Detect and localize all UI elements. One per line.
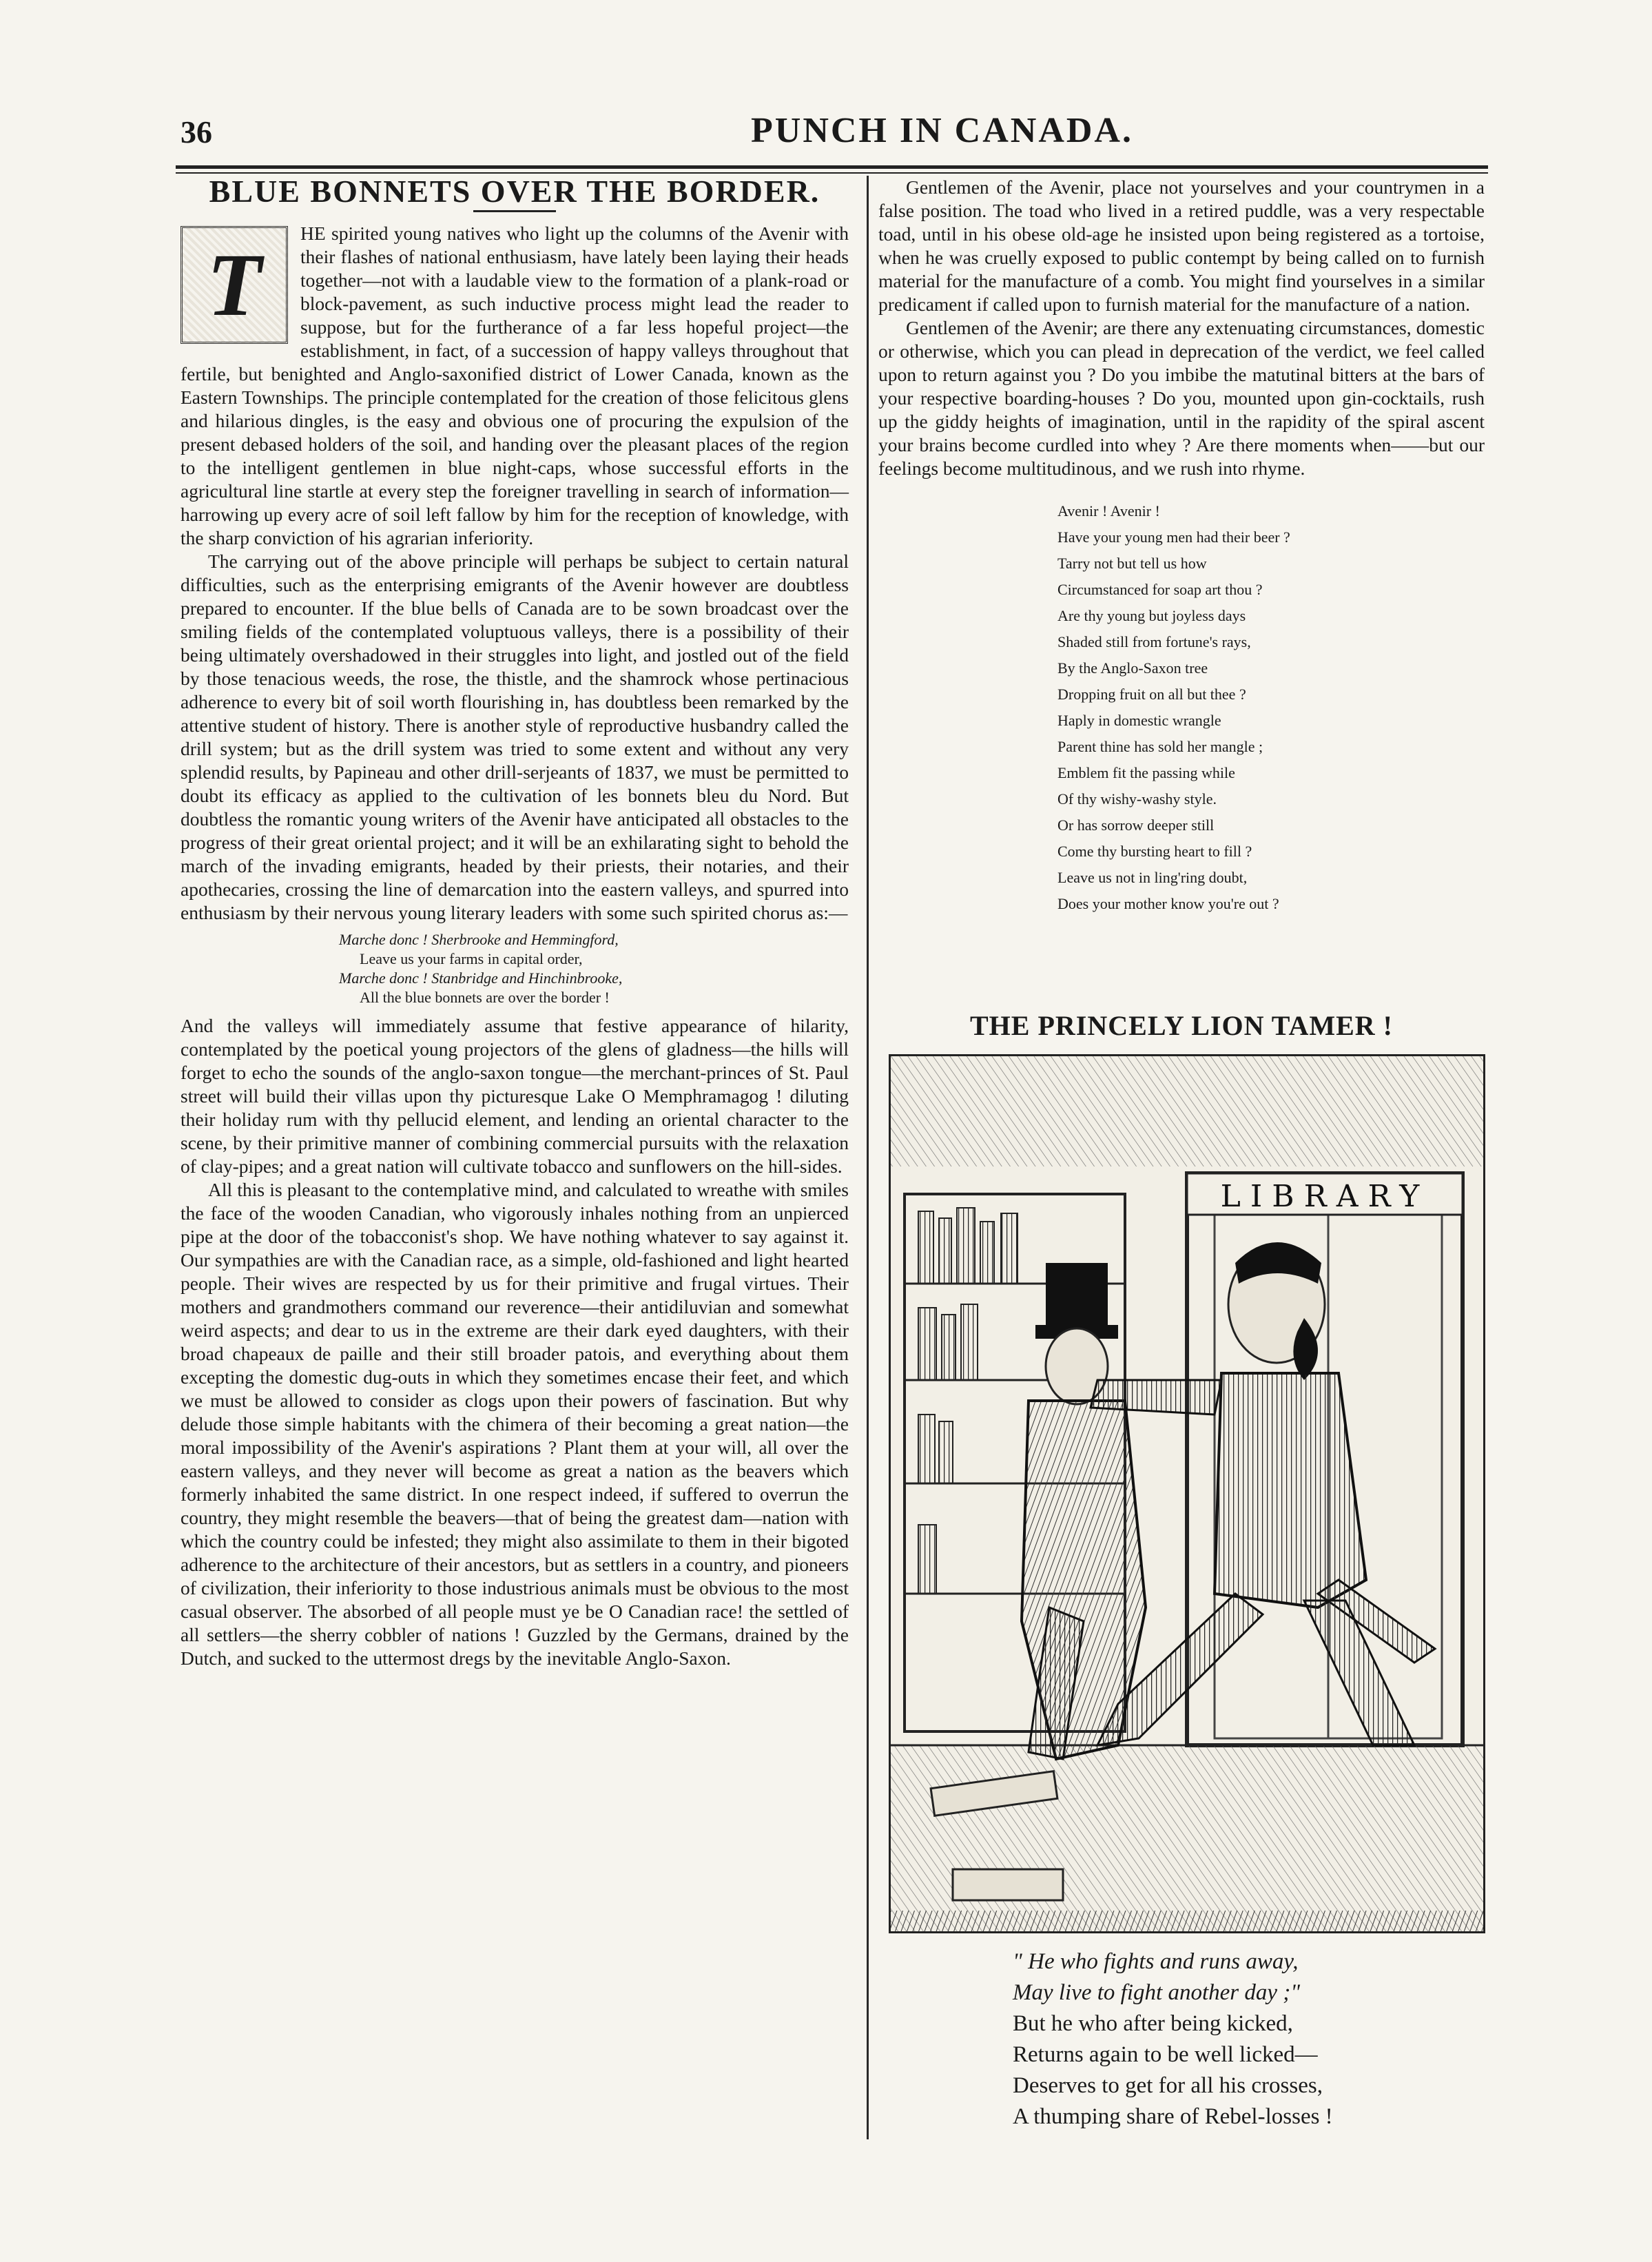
poem-line: Are thy young but joyless days	[1057, 607, 1246, 624]
title-rule	[473, 210, 556, 212]
caption-line-5: Deserves to get for all his crosses,	[1013, 2073, 1323, 2098]
paragraph-4: All this is pleasant to the contemplative mind, and calculated to wreathe with smiles the face of the wooden Canadian, who vigorously inhales nothing from an unpierced pipe at the door of the tobacconist's shop. We have nothing whatever to say against it. Our sympathies are with the Canadian race, as a simple, old-fashioned and light hearted people. Their wives are respected by us for their primitive and frugal virtues. Their mothers and grandmothers command our reverence—their antidiluvian and somewhat weird aspects; and dear to us in the extreme are their dark eyed daughters, with their broad chapeaux de paille and their still broader patois, and everything about them excepting the domestic dug-outs in which they sometimes encase their feet, and which we must be allowed to consider as clogs upon their powers of fascination. But why delude those simple habitants with the chimera of their becoming a great nation—the moral impossibility of the Avenir's aspirations ? Plant them at your will, all over the eastern valleys, and they never will become as great a nation as the beavers which formerly inhabited the same district. In one respect indeed, if suffered to overrun the country, they might resemble the beavers—that of being the greatest dam—nation with which the country could be infested; they might also assimilate to them in their bigoted adherence to the architecture of their ancestors, but as settlers in a country, and pioneers of civilization, their inferiority to those industrious animals must be obvious to the most casual observer. The absorbed of all people must ye be O Canadian race! the settled of all settlers—the sherry cobbler of nations ! Guzzled by the Germans, drained by the Dutch, and sucked to the uttermost dregs by the inevitable Anglo-Saxon.	[180, 1179, 849, 1669]
poem-line: Dropping fruit on all but thee ?	[1057, 686, 1246, 703]
article-body-start	[180, 222, 849, 550]
article-title: BLUE BONNETS OVER THE BORDER.	[209, 174, 820, 209]
caption-line-4: Returns again to be well licked—	[1013, 2042, 1318, 2067]
paragraph-1: HE spirited young natives who light up the columns of the Avenir with their flashes of national enthusiasm, have lately been laying their heads together—not with a laudable view to the formation of a plank-road or block-pavement, as such inductive process might lead the reader to suppose, but for the furtherance of a far less hopeful project—the establishment, in fact, of a succession of happy valleys throughout that fertile, but benighted and Anglo-saxonified district of Lower Canada, known as the Eastern Townships. The principle contemplated for the creation of those felicitous glens and hilarious dingles, is the easy and obvious one of procuring the expulsion of the present debased holders of the soil, and handing over the pleasant places of the region to the intelligent gentlemen in blue night-caps, whose successful efforts in the agricultural line startle at every step the foreigner travelling in search of information—harrowing up every acre of soil left fallow by him for the reception of knowledge, with the sharp conviction of his agrarian inferiority.	[180, 223, 849, 548]
poem-line: Have your young men had their beer ?	[1057, 528, 1290, 546]
cartoon-illustration	[889, 1054, 1485, 1933]
poem-line: Leave us not in ling'ring doubt,	[1057, 869, 1248, 886]
poem-line: Avenir ! Avenir !	[1057, 502, 1160, 520]
left-column	[180, 176, 849, 1670]
continuation-paragraph-2: Gentlemen of the Avenir; are there any extenuating circumstances, domestic or otherwise, which you can plead in deprecation of the verdict, we feel called upon to return against you ? Do you imbibe the matutinal bitters at the bars of your respective boarding-houses ? Do you, mounted upon gin-cocktails, rush up the giddy heights of imagination, until in the rapidity of the spiral ascent your brains become curdled into whey ? Are there moments when——but our feelings become multitudinous, and we rush into rhyme.	[878, 317, 1485, 479]
column-divider	[867, 176, 869, 2139]
poem-line: Of thy wishy-washy style.	[1057, 790, 1217, 808]
header-rule	[176, 165, 1488, 169]
poem-line: By the Anglo-Saxon tree	[1057, 659, 1208, 677]
poem-line: Come thy bursting heart to fill ?	[1057, 843, 1252, 860]
poem-line: Or has sorrow deeper still	[1057, 816, 1215, 834]
caption-line-3: But he who after being kicked,	[1013, 2011, 1293, 2036]
running-title: PUNCH IN CANADA.	[751, 111, 1133, 150]
paragraph-3: And the valleys will immediately assume that festive appearance of hilarity, contemplated by the poetical young projectors of the glens of gladness—the hills will forget to echo the sounds of the anglo-saxon tongue—the merchant-princes of St. Paul street will build their villas upon thy picturesque Lake O Memphramagog ! diluting their holiday rum with thy pellucid element, and lending an oriental character to the scene, by their primitive manner of combining commercial pursuits with the relaxation of clay-pipes; and a great nation will cultivate tobacco and sunflowers on the hill-sides.	[180, 1015, 849, 1177]
chorus-line-4: All the blue bonnets are over the border !	[360, 989, 610, 1006]
poem-line: Tarry not but tell us how	[1057, 555, 1207, 572]
page-number: 36	[180, 114, 212, 150]
chorus-line-1: Marche donc ! Sherbrooke and Hemmingford,	[339, 931, 619, 948]
drop-cap: T	[180, 226, 288, 344]
cartoon-title: THE PRINCELY LION TAMER !	[970, 1010, 1393, 1041]
poem-line: Parent thine has sold her mangle ;	[1057, 738, 1263, 755]
chorus-line-2: Leave us your farms in capital order,	[360, 950, 583, 967]
caption-line-2: May live to fight another day ;"	[1013, 1980, 1301, 2005]
poem-line: Circumstanced for soap art thou ?	[1057, 581, 1263, 598]
poem-line: Emblem fit the passing while	[1057, 764, 1235, 781]
chorus-line-3: Marche donc ! Stanbridge and Hinchinbrooke,	[339, 969, 623, 987]
cartoon-caption	[1013, 1946, 1481, 2132]
caption-line-6: A thumping share of Rebel-losses !	[1013, 2104, 1333, 2129]
chorus-verse	[180, 930, 849, 1007]
continuation-paragraph-1: Gentlemen of the Avenir, place not yourselves and your countrymen in a false position. The toad who lived in a retired puddle, was a very respectable toad, until in his obese old-age he insisted upon being registered as a tortoise, when he was cruelly exposed to public contempt by being called on to furnish material for the manufacture of a comb. You might find yourselves in a similar predicament if called upon to furnish material for the manufacture of a nation.	[878, 176, 1485, 315]
poem-verse	[878, 498, 1485, 917]
poem-line: Shaded still from fortune's rays,	[1057, 633, 1251, 650]
caption-line-1: " He who fights and runs away,	[1013, 1949, 1299, 1974]
poem-line: Haply in domestic wrangle	[1057, 712, 1221, 729]
paragraph-2: The carrying out of the above principle will perhaps be subject to certain natural difficulties, such as the enterprising emigrants of the Avenir however are doubtless prepared to encounter. If the blue bells of Canada are to be sown broadcast over the smiling fields of the contemplated voluptuous valleys, there is a possibility of their being ultimately overshadowed in their struggles into light, and jostled out of the field by those tenacious weeds, the rose, the thistle, and the shamrock whose pertinacious adherence to every bit of soil worth flourishing in, has doubtless been remarked by the attentive student of history. There is another style of reproductive husbandry called the drill system; but as the drill system was tried to some extent and without any very splendid results, by Papineau and other drill-serjeants of 1837, we must be permitted to doubt its efficacy as applied to the cultivation of les bonnets bleu du Nord. But doubtless the romantic young writers of the Avenir have anticipated all obstacles to the progress of their great oriental project; and it will be an exhilarating sight to behold the march of the invading emigrants, headed by their priests, their notaries, and their apothecaries, crossing the line of demarcation into the eastern valleys, and spurred into enthusiasm by their nervous young literary leaders with some such spirited chorus as:—	[180, 551, 849, 923]
right-column	[878, 176, 1485, 924]
poem-line: Does your mother know you're out ?	[1057, 895, 1279, 912]
library-sign: LIBRARY	[1220, 1179, 1429, 1214]
engraving-image	[891, 1056, 1483, 1931]
